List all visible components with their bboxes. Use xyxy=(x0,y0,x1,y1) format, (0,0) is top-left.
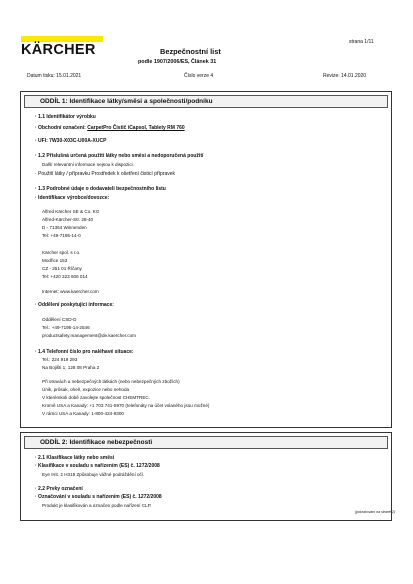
trade-name-value: CarpetPro Čistič iCapsol, Tablety RM 760 xyxy=(87,125,185,131)
product-use: · Použití látky / přípravku Prostředek k ošetření čisticí přípravek xyxy=(35,171,176,177)
emergency-info-line: Únik, průsak, oheň, expozice nebo nehoda xyxy=(42,387,130,392)
department-email[interactable]: productsafety.management@de.kaercher.com xyxy=(42,333,136,338)
trade-name-label: · Obchodní označení: xyxy=(35,125,86,131)
address-line: Tel: +49-7195-14-0 xyxy=(42,233,81,238)
document-subtitle: podle 1907/2006/ES, Článek 31 xyxy=(138,59,217,65)
classification-label: · 2.1 Klasifikace látky nebo směsi xyxy=(35,455,115,461)
relevant-uses-label: · 1.2 Příslušná určená použití látky nebo směsi a nedoporučená použití xyxy=(35,153,204,159)
classification-text: Eye Irrit. 2 H319 Způsobuje vážné podráždění očí. xyxy=(42,472,145,477)
section-2-heading: ODDÍL 2: Identifikace nebezpečnosti xyxy=(24,436,388,449)
address-line: CZ - 251 01 Říčany xyxy=(42,266,82,271)
emergency-line: Tel.: 224 919 293 xyxy=(42,357,78,362)
internet-link[interactable]: Internet: www.kaercher.com xyxy=(42,289,99,294)
manufacturer-label: · Identifikace výrobce/dovozce: xyxy=(35,195,110,201)
classification-regulation: · Klasifikace v souladu s nařízením (ES) č. 1272/2008 xyxy=(35,463,160,469)
address-line: D - 71364 Winnenden xyxy=(42,225,87,230)
label-elements-label: · 2.2 Prvky označení xyxy=(35,486,83,492)
trade-name-row xyxy=(35,125,185,131)
emergency-info-line: V rámci USA a Kanady: 1-800-424-9300 xyxy=(42,411,124,416)
emergency-info-line: Kromě USA a Kanady: +1 703 741-5970 (telefonáty na účet volaného jsou možné) xyxy=(42,403,210,408)
labelling-regulation: · Označování v souladu s nařízením (ES) č. 1272/2008 xyxy=(35,494,162,500)
emergency-info-line: Při otravách a nebezpečných látkách (nebo nebezpečných zbožích) xyxy=(42,379,180,384)
karcher-logo xyxy=(21,36,103,57)
section-1-heading: ODDÍL 1: Identifikace látky/směsi a společnosti/podniku xyxy=(24,95,388,108)
print-date: Datum tisku: 15.01.2021 xyxy=(27,73,82,79)
section-2-box xyxy=(20,432,392,521)
labelling-text: Produkt je klasifikován a označen podle nařízení CLP. xyxy=(42,503,152,508)
info-department-label: · Oddělení poskytující informace: xyxy=(35,302,114,308)
continued-note: (pokračování na straně 2) xyxy=(355,510,395,514)
version-number: Číslo verze 4 xyxy=(184,73,214,79)
ufi-code: · UFI: 7W30-X03C-U00A-XUCP xyxy=(35,138,107,144)
supplier-details-label: · 1.3 Podrobné údaje o dodavateli bezpečnostního listu xyxy=(35,186,166,192)
page-number: strana 1/11 xyxy=(349,39,374,45)
emergency-info-line: V kterémkoli době zavolejte společnost CHEMTREC. xyxy=(42,395,150,400)
department-line: Tel.: +49-7195-14-2546 xyxy=(42,325,90,330)
relevant-uses-note: Další relevantní informace nejsou k dispozici. xyxy=(42,162,134,167)
emergency-line: Na Bojišti 1, 128 08 Praha 2 xyxy=(42,365,100,370)
product-identifier-label: · 1.1 Identifikátor výrobku xyxy=(35,114,96,120)
revision-date: Revize: 14.01.2020 xyxy=(323,73,367,79)
department-line: Oddělení CSD-D xyxy=(42,317,77,322)
address-line: Alfred Kärcher SE & Co. KG xyxy=(42,209,100,214)
address-line: Alfred-Kärcher-Str. 28-40 xyxy=(42,217,94,222)
emergency-phone-label: · 1.4 Telefonní číslo pro naléhavé situace: xyxy=(35,349,134,355)
address-line: Kärcher spol. s r.o. xyxy=(42,250,81,255)
address-line: Tel: +420 323 606 014 xyxy=(42,274,88,279)
document-title: Bezpečnostní list xyxy=(160,47,221,56)
address-line: Modřice 153 xyxy=(42,258,68,263)
section-1-box xyxy=(20,91,392,428)
logo-text: KÄRCHER xyxy=(21,42,96,58)
